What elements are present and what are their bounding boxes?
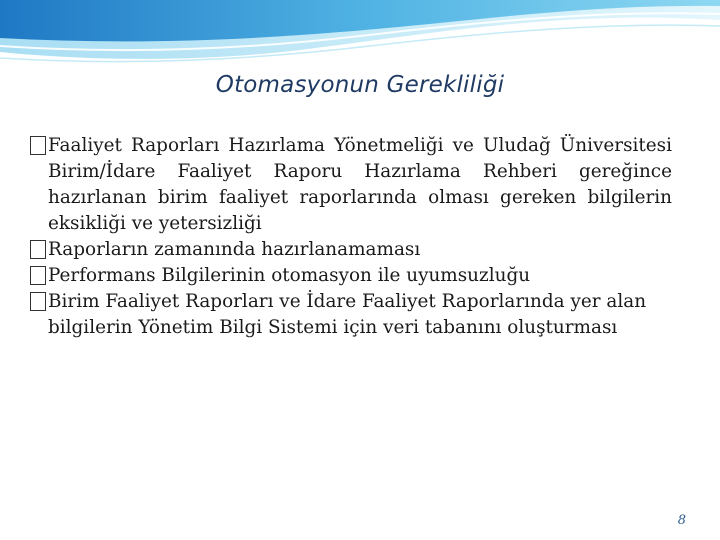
bullet-item [30,289,672,341]
bullet-list [30,133,672,341]
missing-glyph-box-icon [30,266,46,285]
slide-title: Otomasyonun Gerekliliği [215,72,505,98]
bullet-item [30,263,672,289]
missing-glyph-box-icon [30,240,46,259]
missing-glyph-box-icon [30,136,46,155]
bullet-text: Faaliyet Raporları Hazırlama Yönetmeliği ve Uludağ Üniversitesi Birim/İdare Faaliyet Raporu Hazırlama Rehberi gereğince hazırlanan birim faaliyet raporlarında olması gereken bilgilerin eksikliği ve yetersizliği [48,135,672,234]
page-number: 8 [677,513,686,528]
bullet-item [30,133,672,237]
bullet-text: Birim Faaliyet Raporları ve İdare Faaliyet Raporlarında yer alan bilgilerin Yönetim Bilgi Sistemi için veri tabanını oluşturması [48,291,647,338]
missing-glyph-box-icon [30,292,46,311]
bullet-item [30,237,672,263]
bullet-text: Raporların zamanında hazırlanamaması [48,239,421,260]
bullet-text: Performans Bilgilerinin otomasyon ile uyumsuzluğu [48,265,531,286]
